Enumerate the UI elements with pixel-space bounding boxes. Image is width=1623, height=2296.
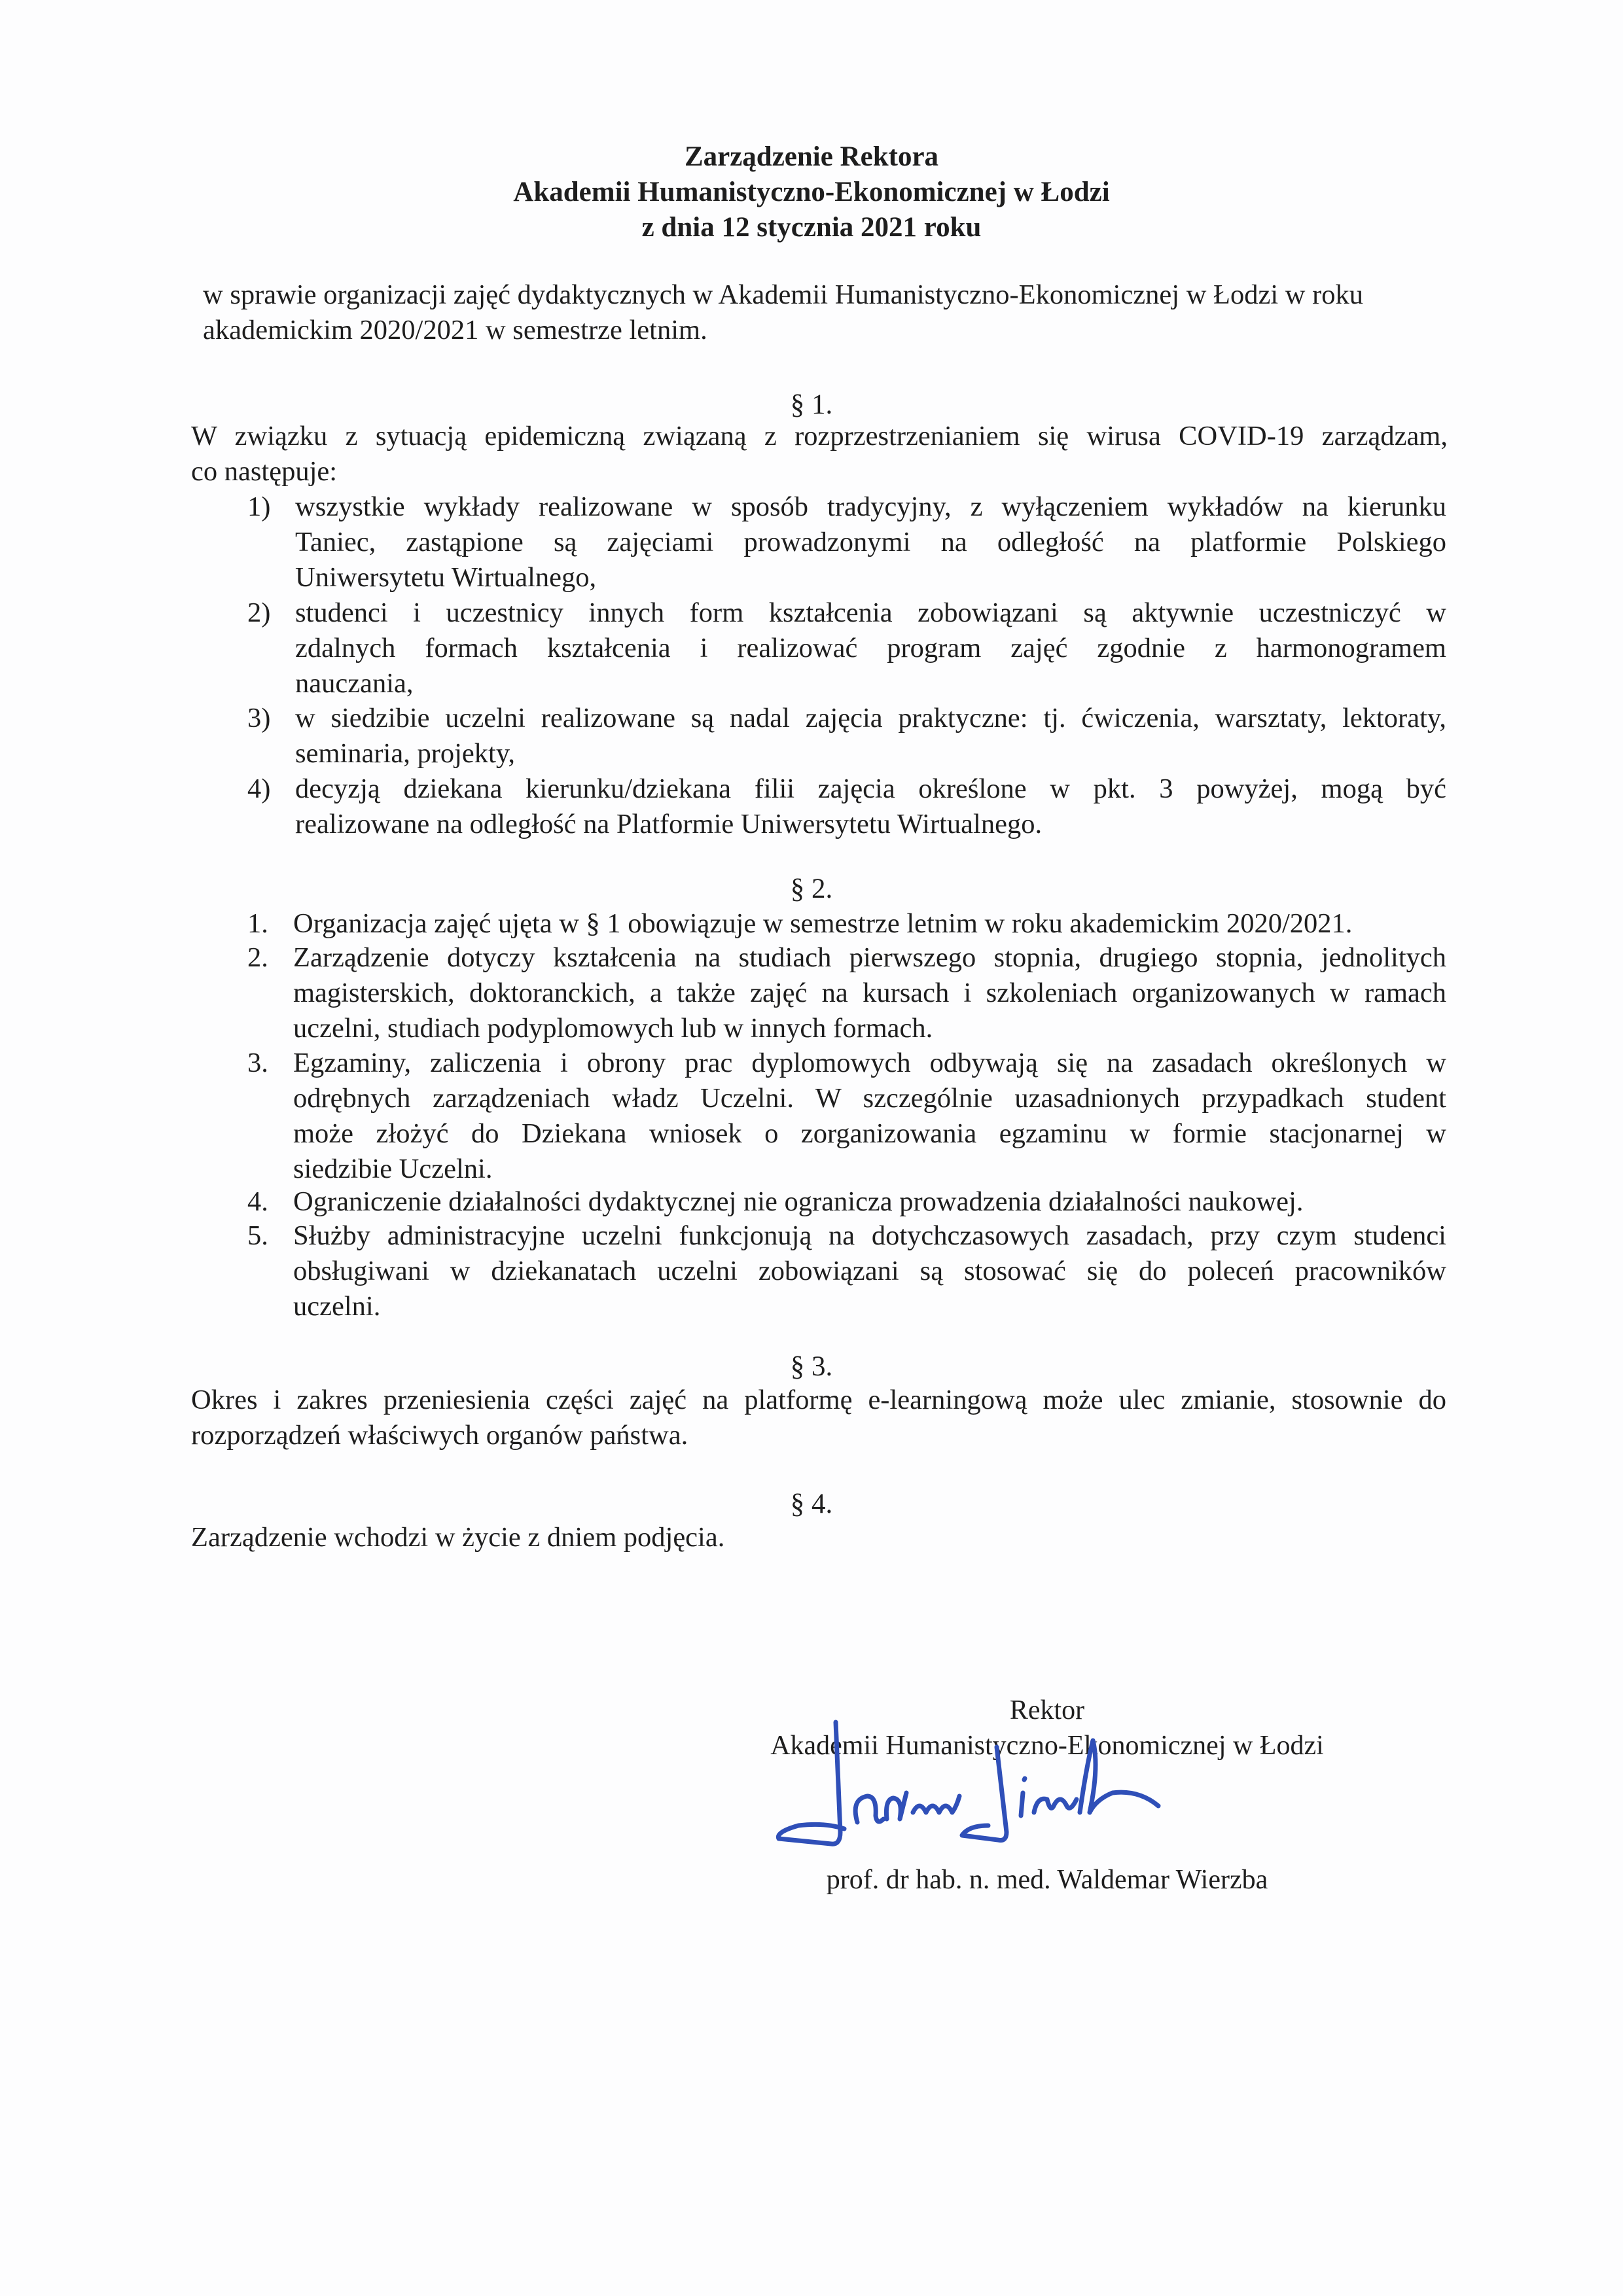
title-line-2: Akademii Humanistyczno-Ekonomicznej w Łodzi bbox=[513, 177, 1110, 207]
list-item-line: Zarządzenie dotyczy kształcenia na studiach pierwszego stopnia, drugiego stopnia, jednolitych bbox=[293, 942, 1446, 973]
subject-line-1: w sprawie organizacji zajęć dydaktycznych w Akademii Humanistyczno-Ekonomicznej w Łodzi w roku bbox=[203, 279, 1364, 310]
list-item-line: uczelni. bbox=[293, 1291, 381, 1322]
list-item-line: Egzaminy, zaliczenia i obrony prac dyplomowych odbywają się na zasadach określonych w bbox=[293, 1048, 1446, 1078]
signature-stroke-i bbox=[1021, 1778, 1025, 1816]
section-4-heading: § 4. bbox=[790, 1489, 833, 1519]
handwritten-signature bbox=[772, 1714, 1335, 1884]
list-item-number: 3) bbox=[247, 703, 271, 733]
list-item-line: siedzibie Uczelni. bbox=[293, 1154, 493, 1184]
section-3-heading: § 3. bbox=[790, 1351, 833, 1382]
section-1-intro-line-2: co następuje: bbox=[191, 456, 338, 487]
list-item-line: nauczania, bbox=[295, 668, 414, 699]
list-item-number: 1. bbox=[247, 908, 268, 939]
signature-stroke-mar bbox=[913, 1796, 959, 1812]
section-1-intro bbox=[191, 419, 1448, 489]
list-item-line: może złożyć do Dziekana wniosek o zorganizowania egzaminu w formie stacjonarnej w bbox=[293, 1118, 1446, 1149]
section-4-text: Zarządzenie wchodzi w życie z dniem podjęcia. bbox=[191, 1522, 725, 1553]
list-item-line: wszystkie wykłady realizowane w sposób tradycyjny, z wyłączeniem wykładów na kierunku bbox=[295, 491, 1446, 522]
list-item-line: seminaria, projekty, bbox=[295, 738, 515, 769]
list-item-number: 4. bbox=[247, 1186, 268, 1217]
subject bbox=[203, 277, 1459, 348]
signature-stroke-erz bbox=[1034, 1799, 1077, 1812]
subject-line-2: akademickim 2020/2021 w semestrze letnim. bbox=[203, 315, 707, 345]
section-1-heading: § 1. bbox=[790, 389, 833, 420]
list-item-line: Uniwersytetu Wirtualnego, bbox=[295, 562, 597, 593]
list-item-line: Służby administracyjne uczelni funkcjonują na dotychczasowych zasadach, przy czym studenci bbox=[293, 1220, 1446, 1251]
list-item-number: 4) bbox=[247, 773, 271, 804]
list-item-line: uczelni, studiach podyplomowych lub w innych formach. bbox=[293, 1013, 933, 1044]
signature-stroke-a bbox=[855, 1796, 883, 1822]
list-item-line: obsługiwani w dziekanatach uczelni zobowiązani są stosować się do poleceń pracowników bbox=[293, 1256, 1446, 1286]
signature-stroke-d bbox=[886, 1793, 906, 1819]
list-item-number: 1) bbox=[247, 491, 271, 522]
list-item-number: 5. bbox=[247, 1220, 268, 1251]
signature-stroke-ba-flourish bbox=[1080, 1740, 1158, 1812]
signature-stroke-second-initial bbox=[962, 1747, 1007, 1841]
signature-stroke-first-initial bbox=[778, 1722, 844, 1844]
signatory-institution: Akademii Humanistyczno-Ekonomicznej w Łodzi bbox=[770, 1731, 1324, 1761]
title-line-1: Zarządzenie Rektora bbox=[684, 141, 939, 172]
list-item-number: 2. bbox=[247, 942, 268, 973]
list-item-line: realizowane na odległość na Platformie Uniwersytetu Wirtualnego. bbox=[295, 809, 1043, 839]
section-2-heading: § 2. bbox=[790, 874, 833, 904]
list-item-line: studenci i uczestnicy innych form kształcenia zobowiązani są aktywnie uczestniczyć w bbox=[295, 597, 1446, 628]
list-item-number: 2) bbox=[247, 597, 271, 628]
section-3-text bbox=[191, 1383, 1446, 1453]
list-item-line: decyzją dziekana kierunku/dziekana filii zajęcia określone w pkt. 3 powyżej, mogą być bbox=[295, 773, 1446, 804]
list-item-line: magisterskich, doktoranckich, a także zajęć na kursach i szkoleniach organizowanych w ramach bbox=[293, 978, 1446, 1008]
list-item-line: Taniec, zastąpione są zajęciami prowadzonymi na odległość na platformie Polskiego bbox=[295, 527, 1446, 557]
list-item-line: Ograniczenie działalności dydaktycznej nie ogranicza prowadzenia działalności naukowej. bbox=[293, 1186, 1304, 1217]
list-item-line: w siedzibie uczelni realizowane są nadal zajęcia praktyczne: tj. ćwiczenia, warsztaty, lektoraty, bbox=[295, 703, 1446, 733]
list-item-line: zdalnych formach kształcenia i realizować program zajęć zgodnie z harmonogramem bbox=[295, 633, 1446, 663]
signatory-name: prof. dr hab. n. med. Waldemar Wierzba bbox=[826, 1865, 1268, 1895]
signatory-role: Rektor bbox=[1009, 1695, 1085, 1725]
list-item-line: Organizacja zajęć ujęta w § 1 obowiązuje w semestrze letnim w roku akademickim 2020/2021. bbox=[293, 908, 1353, 939]
document-title bbox=[0, 139, 1623, 245]
list-item-number: 3. bbox=[247, 1048, 268, 1078]
title-line-3: z dnia 12 stycznia 2021 roku bbox=[641, 212, 982, 243]
section-3-line-2: rozporządzeń właściwych organów państwa. bbox=[191, 1420, 688, 1451]
section-1-intro-line-1: W związku z sytuacją epidemiczną związaną z rozprzestrzenianiem się wirusa COVID-19 zarządzam, bbox=[191, 421, 1448, 451]
signature-strokes bbox=[778, 1722, 1158, 1844]
section-3-line-1: Okres i zakres przeniesienia części zajęć na platformę e-learningową może ulec zmianie, stosownie do bbox=[191, 1385, 1446, 1415]
list-item-line: odrębnych zarządzeniach władz Uczelni. W szczególnie uzasadnionych przypadkach student bbox=[293, 1083, 1446, 1114]
